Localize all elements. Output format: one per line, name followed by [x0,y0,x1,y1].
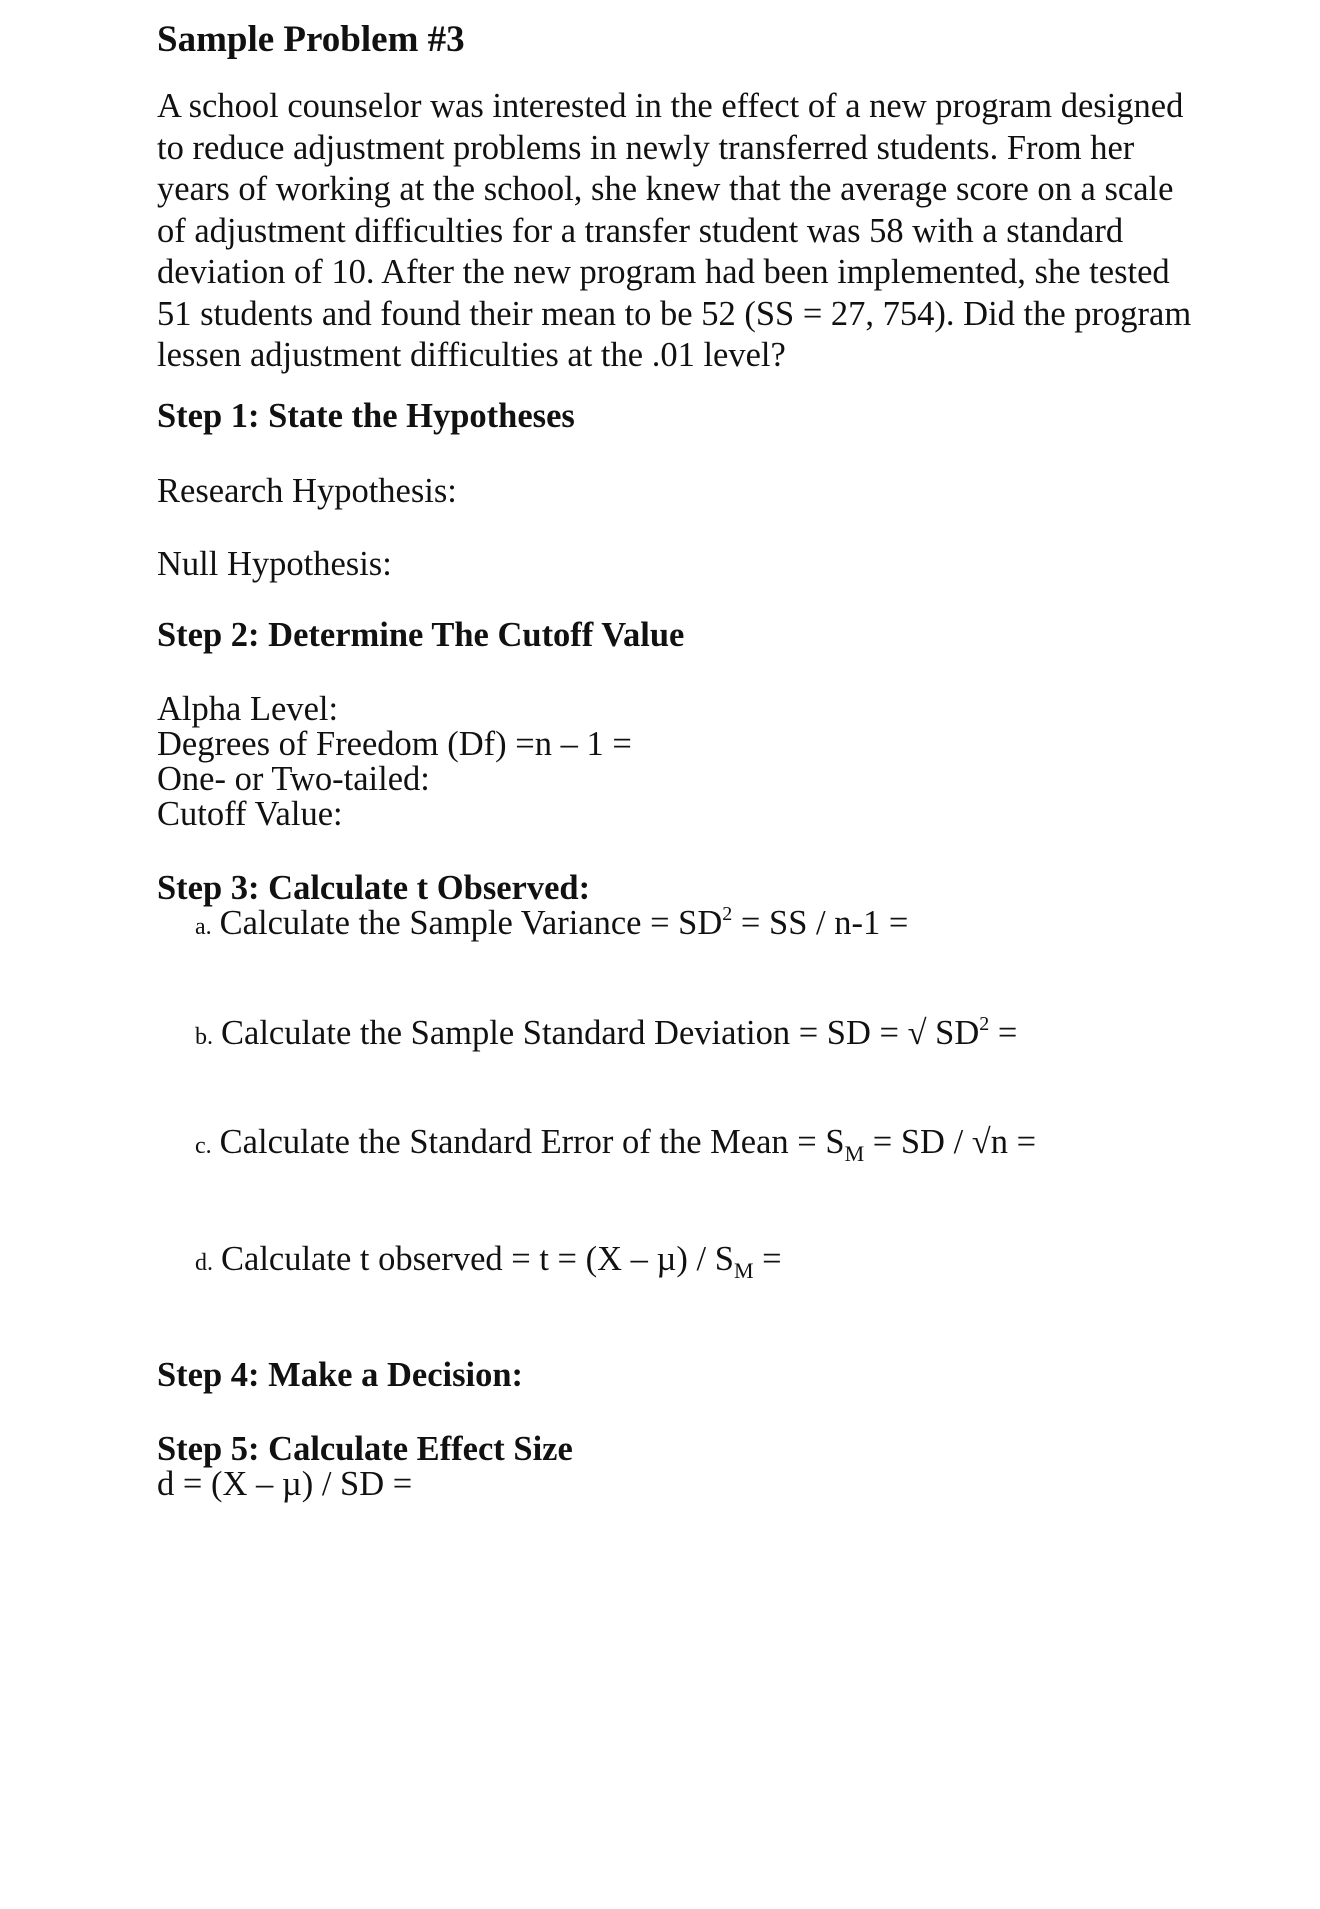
step3-item-a [195,904,908,943]
item-a-rest: = SS / n-1 = [732,904,909,942]
step4-heading: Step 4: Make a Decision: [157,1356,524,1394]
step3-heading: Step 3: Calculate t Observed: [157,869,591,907]
page-title: Sample Problem #3 [157,19,465,60]
item-d-letter: d. [195,1250,213,1276]
item-c-subscript: M [844,1141,865,1166]
effect-size-formula: d = (X – µ) / SD = [157,1465,413,1503]
step5-heading: Step 5: Calculate Effect Size [157,1430,573,1468]
step1-heading: Step 1: State the Hypotheses [157,397,575,435]
step3-item-c [195,1123,1037,1166]
item-b-letter: b. [195,1024,213,1050]
degrees-of-freedom-label: Degrees of Freedom (Df) =n – 1 = [157,725,632,763]
alpha-level-label: Alpha Level: [157,690,339,728]
item-b-superscript: 2 [979,1013,990,1035]
null-hypothesis-label: Null Hypothesis: [157,545,392,583]
research-hypothesis-label: Research Hypothesis: [157,472,457,510]
item-c-letter: c. [195,1133,212,1159]
item-d-rest: = [753,1240,782,1278]
item-b-rest: = [989,1014,1018,1052]
item-d-subscript: M [733,1258,754,1283]
step3-item-b [195,1014,1017,1053]
problem-statement: A school counselor was interested in the effect of a new program designed to reduce adjustment problems in newly transferred students. From her years of working at the school, she knew that the average score on a scale of adjustment difficulties for a transfer student was 58 with a standard deviation of 10. After the new program had been implemented, she tested 51 students and found their mean to be 52 (SS = 27, 754). Did the program lessen adjustment difficulties at the .01 level? [157,87,1192,374]
cutoff-value-label: Cutoff Value: [157,795,343,833]
item-b-text: Calculate the Sample Standard Deviation = SD = √ SD [221,1014,980,1052]
item-a-superscript: 2 [722,903,733,925]
item-d-text: Calculate t observed = t = (X – µ) / S [221,1240,734,1278]
item-c-text: Calculate the Standard Error of the Mean = S [219,1123,845,1161]
tails-label: One- or Two-tailed: [157,760,430,798]
item-a-text: Calculate the Sample Variance = SD [219,904,723,942]
step2-heading: Step 2: Determine The Cutoff Value [157,616,685,654]
item-a-letter: a. [195,914,212,940]
item-c-rest: = SD / √n = [864,1123,1037,1161]
step3-item-d [195,1240,782,1283]
